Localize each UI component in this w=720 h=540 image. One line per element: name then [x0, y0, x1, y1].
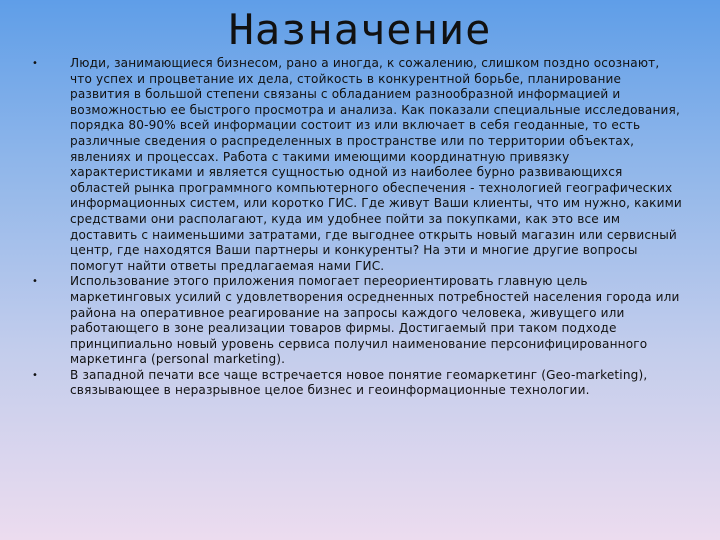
bullet-marker: • [31, 58, 39, 69]
bullet-item-2 [30, 274, 682, 368]
bullet-marker: • [31, 369, 39, 381]
bullet-text: Люди, занимающиеся бизнесом, рано а иногда, к сожалению, слишком поздно осознают, что успех и процветание их дела, стойкость в конкурентной борьбе, планирование развития в большой степени связаны с обладанием разнообразной информацией и возможностью ее быстрого просмотра и анализа. Как показали специальные исследования, порядка 80-90% всей информации состоит из или включает в себя геоданные, то есть различные сведения о распределенных в пространстве или по территории объектах, явлениях и процессах. Работа с такими имеющими координатную привязку характеристиками и является сущностью одной из наиболее бурно развивающихся областей рынка программного компьютерного обеспечения - технологией географических информационных систем, или коротко ГИС. Где живут Ваши клиенты, что им нужно, какими средствами они располагают, куда им удобнее пойти за покупками, как это все им доставить с наименьшими затратами, где выгоднее открыть новый магазин или сервисный центр, где находятся Ваши партнеры и конкуренты? На эти и многие другие вопросы помогут найти ответы предлагаемая нами ГИС. [70, 56, 682, 273]
slide-title: Назначение [228, 5, 492, 54]
bullet-marker: • [31, 276, 39, 288]
bullet-list [30, 56, 682, 399]
bullet-item-3 [30, 368, 682, 399]
bullet-text: В западной печати все чаще встречается новое понятие геомаркетинг (Geo-marketing), связывающее в неразрывное целое бизнес и геоинформационные технологии. [70, 367, 648, 398]
bullet-item-1 [30, 56, 682, 274]
bullet-text: Использование этого приложения помогает переориентировать главную цель маркетинговых усилий с удовлетворения осредненных потребностей населения города или района на оперативное реагирование на запросы каждого человека, живущего или работающего в зоне реализации товаров фирмы. Достигаемый при таком подходе принципиально новый уровень сервиса получил наименование персонифицированного маркетинга (personal marketing). [70, 274, 680, 367]
